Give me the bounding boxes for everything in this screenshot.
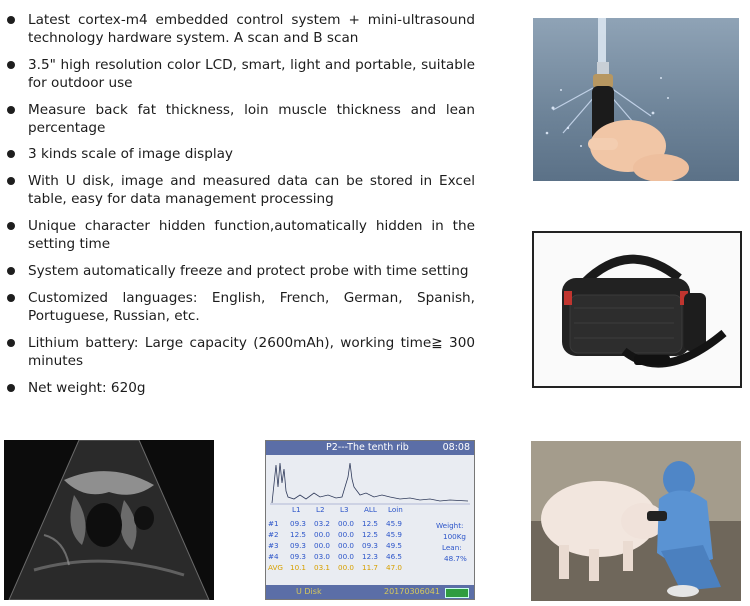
cell-value: 00.0 (338, 563, 355, 572)
row-label: AVG (268, 563, 283, 572)
cell-value: 45.9 (386, 519, 403, 528)
cell-value: 00.0 (338, 541, 355, 550)
feature-text: Latest cortex-m4 embedded control system + mini-ultrasound technology hardware system. A scan and B scan (28, 12, 475, 46)
ultrasound-image (4, 440, 214, 600)
probe-photo (533, 18, 739, 181)
bullet-icon (7, 150, 15, 158)
feature-text: Measure back fat thickness, loin muscle thickness and lean percentage (28, 102, 475, 136)
screen-footer (266, 585, 474, 599)
cell-value: 00.0 (338, 552, 355, 561)
bullet-icon (7, 294, 15, 302)
bag-illustration (534, 233, 740, 386)
lean-value: 48.7% (444, 554, 467, 563)
cell-value: 00.0 (338, 530, 355, 539)
weight-label: Weight: (436, 521, 464, 530)
col-header: L2 (316, 505, 325, 514)
carry-bag-photo (532, 231, 742, 388)
probe-illustration (533, 18, 739, 181)
bullet-icon (7, 177, 15, 185)
bullet-icon (7, 222, 15, 230)
table-row (268, 552, 473, 562)
row-label: #4 (268, 552, 279, 561)
col-header: L1 (292, 505, 301, 514)
row-label: #2 (268, 530, 279, 539)
table-header-row (268, 505, 473, 515)
bullet-icon (7, 106, 15, 114)
cell-value: 03.2 (314, 519, 331, 528)
bullet-icon (7, 61, 15, 69)
feature-text: System automatically freeze and protect probe with time setting (28, 263, 469, 279)
cell-value: 11.7 (362, 563, 379, 572)
cell-value: 46.5 (386, 552, 403, 561)
screen-time: 08:08 (442, 442, 470, 453)
feature-text: With U disk, image and measured data can be stored in Excel table, easy for data management processing (28, 173, 475, 207)
feature-text: Lithium battery: Large capacity (2600mAh), working time≧ 300 minutes (28, 335, 475, 369)
bullet-icon (7, 384, 15, 392)
cell-value: 00.0 (338, 519, 355, 528)
cell-value: 03.0 (314, 552, 331, 561)
cell-value: 10.1 (290, 563, 307, 572)
feature-text: Net weight: 620g (28, 380, 146, 396)
col-header: L3 (340, 505, 349, 514)
screen-title: P2---The tenth rib (326, 442, 409, 453)
cell-value: 03.1 (314, 563, 331, 572)
pig-scan-illustration (531, 441, 741, 601)
col-header: ALL (364, 505, 377, 514)
ultrasound-scan (4, 440, 214, 600)
feature-text: Customized languages: English, French, German, Spanish, Portuguese, Russian, etc. (28, 290, 475, 324)
battery-icon (445, 588, 469, 598)
feature-text: 3.5" high resolution color LCD, smart, light and portable, suitable for outdoor use (28, 57, 475, 91)
feature-text: Unique character hidden function,automatically hidden in the setting time (28, 218, 475, 252)
table-avg-row (268, 563, 473, 573)
cell-value: 00.0 (314, 541, 331, 550)
cell-value: 12.5 (362, 530, 379, 539)
cell-value: 49.5 (386, 541, 403, 550)
col-header: Loin (388, 505, 403, 514)
cell-value: 09.3 (362, 541, 379, 550)
cell-value: 00.0 (314, 530, 331, 539)
cell-value: 09.3 (290, 552, 307, 561)
feature-text: 3 kinds scale of image display (28, 146, 233, 162)
device-screen (265, 440, 475, 600)
weight-value: 100Kg (443, 532, 466, 541)
bullet-icon (7, 16, 15, 24)
a-scan-graph (270, 457, 470, 505)
screen-date: 20170306041 (384, 587, 440, 596)
pig-scan-photo (531, 441, 741, 601)
screen-header (266, 441, 474, 455)
cell-value: 09.3 (290, 541, 307, 550)
cell-value: 12.5 (290, 530, 307, 539)
row-label: #3 (268, 541, 279, 550)
bullet-icon (7, 267, 15, 275)
lean-label: Lean: (442, 543, 462, 552)
cell-value: 47.0 (386, 563, 403, 572)
cell-value: 12.3 (362, 552, 379, 561)
bullet-icon (7, 339, 15, 347)
row-label: #1 (268, 519, 279, 528)
udisk-status: U Disk (296, 587, 322, 596)
cell-value: 09.3 (290, 519, 307, 528)
cell-value: 45.9 (386, 530, 403, 539)
cell-value: 12.5 (362, 519, 379, 528)
